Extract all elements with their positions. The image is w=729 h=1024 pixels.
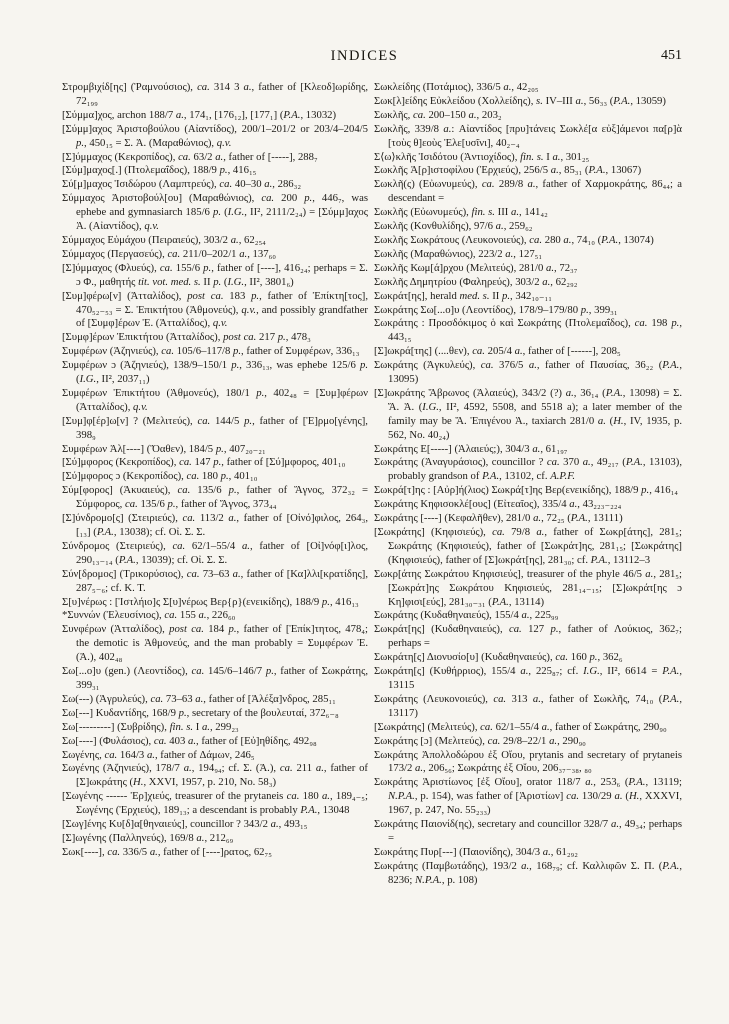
page-title: INDICES xyxy=(330,48,399,64)
index-entry: Σωκλῆς Ἀ[ρ]ιστοφίλου (Ἐρχιεύς), 256/5 a., 85₃₁ (P.A., 13067) xyxy=(374,164,642,177)
index-entry: Σωκράτης Κηφισοκλέ[ους] (Εἰτεαῖος), 335/4 a., 43₂₂₃₋₂₂₄ xyxy=(374,498,622,511)
index-entry: Σωκράτης (Ἀναγυράσιος), councillor ? ca. 370 a., 49₂₁₇ (P.A., 13103), probably grandson of P.A., 13102, cf. A.P.F. xyxy=(374,456,682,483)
index-entry: [Σύ]μφορος (Κεκροπίδος), ca. 147 p., father of [Σύ]μφορος, 401₁₀ xyxy=(62,456,346,469)
index-entry: Σ[υ]νέρως : [Ἰστλήιο]ς Σ[υ]νέρως Βερ{ρ}(ενεικίδης), 188/9 p., 416₁₃ xyxy=(62,595,359,608)
index-entry: Σωκράτ[ης], herald med. s. II p., 342₁₀₋₁₁ xyxy=(374,289,552,302)
index-entry: Σωκλῆς Δημητρίου (Φαληρεύς), 303/2 a., 62₂₉₂ xyxy=(374,275,578,288)
index-entry: Σύμμαχος Εὐμάχου (Πειραιεύς), 303/2 a., 62₂₅₄ xyxy=(62,233,266,246)
index-entry: Σωκλῆς (Εὐωνυμεύς), fin. s. III a., 141₄₂ xyxy=(374,206,548,219)
index-entry: [Σωγ]ένης Κυ[δ]α[θηναιεύς], councillor ? 343/2 a., 493₁₅ xyxy=(62,818,308,831)
index-entry: [Σύμμ]αχος Ἀριστοβούλου (Αἰαντίδος), 200/1–201/2 or 203/4–204/5 p., 450₁₅ = Σ. Ἀ. (Μαραθώνιος), q.v. xyxy=(62,122,368,149)
index-entry: Σωκλῆς Σωκράτους (Λευκονοιεύς), ca. 280 a., 74₁₀ (P.A., 13074) xyxy=(374,233,654,246)
index-entry: Σωκλῆ(ς) (Εὐωνυμεύς), ca. 289/8 a., father of Χαρμοκράτης, 86₄₄; a descendant = xyxy=(374,178,682,205)
index-column-right xyxy=(374,81,682,888)
index-entry: Σω[---------] (Συβρίδης), fin. s. I a., 299₂₃ xyxy=(62,720,239,733)
index-entry: Σωκρά[τ]ης : [Αὐρ]ή(λιος) Σωκρά[τ]ης Βερ(ενεικίδης), 188/9 p., 416₁₄ xyxy=(374,484,679,497)
index-entry: Στρομβιχίδ[ης] (Ῥαμνούσιος), ca. 314 3 a., father of [Κλεοδ]ωρίδης, 72₁₉₉ xyxy=(62,81,368,107)
index-entry: [Σ]ωκράτης Ἅβρωνος (Ἁλαιεύς), 343/2 (?) a., 36₁₄ (P.A., 13098) = Σ. Ἅ. Ἁ. (I.G., II², 4592, 5508, and 5518 a); a later member of the family may be Ἅ. Ἐπιγένου Ἁ., taxiarch 281/0 a. (H., IV, 1935, p. 562, No. 40₂₄) xyxy=(374,386,683,441)
index-entry: Σωκράτης Ε[-----] (Ἁλαιεύς;), 304/3 a., 61₁₉₇ xyxy=(374,442,568,455)
page-number: 451 xyxy=(661,48,682,63)
index-entry: Σωκράτης : Προσδόκιμος ὁ καὶ Σωκράτης (Πτολεμαΐδος), ca. 198 p., 443₁₅ xyxy=(374,317,683,344)
index-entry: [Συμφ]έρων Ἐπικτήτου (Ἀτταλίδος), post ca. 217 p., 478₃ xyxy=(62,331,311,344)
index-entry: *Συννών (Ἐλευσίνιος), ca. 155 a., 226₆₀ xyxy=(62,609,236,622)
index-entry: Σω[----] (Φυλάσιος), ca. 403 a., father of [Εὐ]ηθίδης, 492₉₈ xyxy=(62,734,317,747)
index-entry: [Σ]ωκρά[της] (....θεν), ca. 205/4 a., father of [------], 208₅ xyxy=(374,345,621,358)
index-entry: [Σ]ύμμαχος (Κεκροπίδος), ca. 63/2 a., father of [-----], 288₇ xyxy=(62,150,318,163)
index-entry: Σωκλῆς Κωμ[ά]ρχου (Μελιτεύς), 281/0 a., 72₃₇ xyxy=(374,261,578,274)
index-entry: Σωκράτ[ης] (Κυδαθηναιεύς), ca. 127 p., father of Λούκιος, 362₇; perhaps = xyxy=(374,623,682,650)
index-entry: [Συμ]φέρω[ν] (Ἀτταλίδος), post ca. 183 p., father of Ἐπίκτη[τος], 470₅₂₋₅₃ = Σ. Ἐπικτήτου (Ἀθμονεύς), q.v., and possibly grandfather of [Συμφ]έρων Ἐ. (Ἀτταλίδος), q.v. xyxy=(62,289,369,330)
index-entry: Σωκλῆς, 339/8 a.: Αἰαντίδος [πρυ]τάνεις Σωκλέ[α εὐξ]άμενοι πα[ρ]ὰ [τοὺς θ]εοὺς Ἐλε[υσῖνι], 40₂₋₄ xyxy=(374,122,682,149)
index-entry: Σωγένης, ca. 164/3 a., father of Δάμων, 246₅ xyxy=(62,748,255,761)
index-entry: Σωκράτης Πυρ[---] (Παιονίδης), 304/3 a., 61₂₉₂ xyxy=(374,845,578,858)
index-entry: Σωκλῆς (Κονθυλίδης), 97/6 a., 259₆₂ xyxy=(374,220,533,233)
index-entry: Σωκράτη[ς] Διονυσίο[υ] (Κυδαθηναιεύς), ca. 160 p., 362₆ xyxy=(374,651,623,664)
index-entry: Σω(---) (Ἀγρυλεύς), ca. 73–63 a., father of [Ἀλέξα]νδρος, 285₁₁ xyxy=(62,692,336,705)
index-entry: Σωκράτης Σω[...ο]υ (Λεοντίδος), 178/9–179/80 p., 399₃₁ xyxy=(374,303,618,316)
index-entry: Σω[---] Κυδαντίδης, 168/9 p., secretary of the βουλευταί, 372₆₋₈ xyxy=(62,706,339,719)
index-entry: [Σ]ύνδρομο[ς] (Στειριεύς), ca. 113/2 a., father of [Οἰνό]φιλος, 264₃, [₁₃] (P.A., 13038); cf. Οἰ. Σ. Σ. xyxy=(62,512,368,538)
index-entry: Σωγένης (Ἀζηνιεύς), 178/7 a., 194₉₄; cf. Σ. (Ἀ.), ca. 211 a., father of [Σ]ωκράτης (H., XXVI, 1957, p. 210, No. 58₃) xyxy=(62,762,368,789)
index-entry: Σ⟨ω⟩κλῆς Ἰσιδότου (Ἀντιοχίδος), fin. s. I a., 301₂₅ xyxy=(374,150,590,163)
index-entry: Σωκλῆς, ca. 200–150 a., 203₂ xyxy=(374,108,502,121)
index-entry: [Σωκράτης] (Κηφισιεύς), ca. 79/8 a., father of Σωκρ[άτης], 281₅; Σωκράτης (Κηφισιεύς), father of [Σωκράτ]ης, 281₁₅; [Σωκράτης] (Κηφισιεύς), father of [Σ]ωκράτ[ης], 281₃₀; cf. P.A., 13112–3 xyxy=(374,526,682,566)
index-entry: Σωκράτης Παιονίδ(ης), secretary and councillor 328/7 a., 49₃₄; perhaps = xyxy=(374,818,682,844)
index-entry: [Σωγένης ------ Ἐρ]χιεύς, treasurer of the prytaneis ca. 180 a., 189₄₋₅; Σωγένης (Ἐρχιεύς), 189₁₃; a descendant is probably P.A., 13048 xyxy=(62,790,368,817)
index-entry: Σω[...ο]υ (gen.) (Λεοντίδος), ca. 145/6–146/7 p., father of Σωκράτης, 399₃₁ xyxy=(62,665,368,691)
index-entry: Σύμμαχος (Περγασεύς), ca. 211/0–202/1 a., 137₆₀ xyxy=(62,247,277,260)
index-entry: [Σωκράτης] (Μελιτεύς), ca. 62/1–55/4 a., father of Σωκράτης, 290₉₀ xyxy=(374,720,667,733)
index-entry: Σωκλῆς (Μαραθώνιος), 223/2 a., 127₅₁ xyxy=(374,247,543,260)
index-entry: Συνφέρων (Ἀτταλίδος), post ca. 184 p., father of [Ἐπίκ]τητος, 478₄; the demotic is Ἀθμονεύς, and the man probably = Συμφέρων Ἐ. (Ἀ.), 402₄₈ xyxy=(62,623,369,664)
index-entry: Σύνδρομος (Στειριεύς), ca. 62/1–55/4 a., father of [Οἰ]νόφ[ι]λος, 290₁₃₋₁₄ (P.A., 13039); cf. Οἰ. Σ. Σ. xyxy=(62,539,368,566)
index-entry: [Σ]ύμμαχος (Φλυεύς), ca. 155/6 p., father of [----], 416₂₄; perhaps = Σ. ɔ Φ., μαθητής tit. vot. med. s. II p. (I.G., II², 3801₆) xyxy=(62,261,368,288)
index-entry: Σύν[δρομος] (Τρικορύσιος), ca. 73–63 a., father of [Κα]λλι[κρατίδης], 287₅₋₆; cf. Κ. Τ. xyxy=(62,567,369,594)
index-entry: Σωκράτης (Ἀγκυλεύς), ca. 376/5 a., father of Παυσίας, 36₂₂ (P.A., 13095) xyxy=(374,359,682,386)
index-entry: Σωκράτης [----] (Κεφαλῆθεν), 281/0 a., 72₂₅ (P.A., 13111) xyxy=(374,512,623,525)
index-entry: [Σ]ωγένης (Παλληνεύς), 169/8 a., 212₆₉ xyxy=(62,831,234,844)
index-entry: Συμφέρων Ἐπικτήτου (Ἀθμονεύς), 180/1 p., 402₄₈ = [Συμ]φέρων (Ἀτταλίδος), q.v. xyxy=(62,386,368,413)
index-entry: Σωκράτης [ɔ] (Μελιτεύς), ca. 29/8–22/1 a., 290₉₀ xyxy=(374,734,586,747)
index-entry: Σύμ[φορος] (Ἀκυαιεύς), ca. 135/6 p., father of Ἅγνος, 372₃₂ = Σύμφορος, ca. 135/6 p., father of Ἅγνος, 373₄₄ xyxy=(62,484,368,511)
index-entry: Σωκρ[άτης Σωκράτου Κηφισιεύς], treasurer of the phyle 46/5 a., 281₅; [Σωκράτ]ης Σωκράτου Κηφισιεύς, 281₁₄₋₁₅; [Σ]ωκράτ[ης ɔ Κη]φισι[εύς], 281₃₀₋₃₁ (P.A., 13114) xyxy=(374,567,682,608)
index-entry: Συμφέρων Ἀλ[----] (Ὄαθεν), 184/5 p., 407₂₀₋₂₁ xyxy=(62,442,266,455)
index-entry: Σύμμαχος Ἀριστοβούλ[ου] (Μαραθώνιος), ca. 200 p., 446₇, was ephebe and gymnasiarch 185/6 p. (I.G., II², 2111/2₂₄) = [Σύμμ]αχος Ἀ. (Αἰαντίδος), q.v. xyxy=(62,192,368,233)
index-entry: Συμφέρων (Ἀζηνιεύς), ca. 105/6–117/8 p., father of Συμφέρων, 336₁₃ xyxy=(62,345,360,358)
index-entry: Σωκράτη[ς] (Κυθήρριος), 155/4 a., 225₈₇; cf. I.G., II², 6614 = P.A., 13115 xyxy=(374,665,682,691)
index-column-left xyxy=(62,81,368,860)
index-entry: [Σύ]μφορος ɔ (Κεκροπίδος), ca. 180 p., 401₁₀ xyxy=(62,470,258,483)
index-entry: Σωκ[----], ca. 336/5 a., father of [----]ρατος, 62₇₅ xyxy=(62,845,272,858)
index-entry: Συμφέρων ɔ (Ἀζηνιεύς), 138/9–150/1 p., 336₁₃, was ephebe 125/6 p. (I.G., II², 2037₁₁) xyxy=(62,359,368,386)
index-entry: Σωκράτης (Παμβωτάδης), 193/2 a., 168₇₉; cf. Καλλιφῶν Σ. Π. (P.A., 8236; N.P.A., p. 108) xyxy=(374,859,682,886)
index-entry: [Σύμμα]χος, archon 188/7 a., 174₁, [176₁₂], [177₁] (P.A., 13032) xyxy=(62,108,337,121)
index-entry: Σωκ[λ]είδης Εὐκλείδου (Χολλείδης), s. IV–III a., 56₃₃ (P.A., 13059) xyxy=(374,94,666,107)
index-entry: Σωκράτης Ἀριστίωνος [ἐξ Οἴου], orator 118/7 a., 253₆ (P.A., 13119; N.P.A., p. 154), was father of [Ἀριστίων] ca. 130/29 a. (H., XXXVI, 1967, p. 247, No. 55₂₃₃) xyxy=(374,776,682,817)
index-entry: Σωκράτης (Κυδαθηναιεύς), 155/4 a., 225₉₉ xyxy=(374,609,559,622)
index-entry: Σωκράτης (Λευκονοιεύς), ca. 313 a., father of Σωκλῆς, 74₁₀ (P.A., 13117) xyxy=(374,692,683,719)
index-entry: [Συμ]φ[έρ]ω[ν] ? (Μελιτεύς), ca. 144/5 p., father of [Ἑ]ρμο[γένης], 398₉ xyxy=(62,414,368,441)
index-entry: Σωκλείδης (Ποτάμιος), 336/5 a., 42₂₀₅ xyxy=(374,81,539,93)
index-entry: Σωκράτης Ἀπολλοδώρου ἐξ Οἴου, prytanis and secretary of prytaneis 173/2 a., 206₅₆; Σωκράτης ἐξ Οἴου, 206₃₇₋₃₈, ₈₀ xyxy=(374,748,682,775)
index-entry: [Σύμ]μαχος[.] (Πτολεμαΐδος), 188/9 p., 416₁₅ xyxy=(62,164,257,177)
index-entry: Σύ[μ]μαχος Ἰσιδώρου (Λαμπτρεύς), ca. 40–30 a., 286₃₂ xyxy=(62,178,302,191)
